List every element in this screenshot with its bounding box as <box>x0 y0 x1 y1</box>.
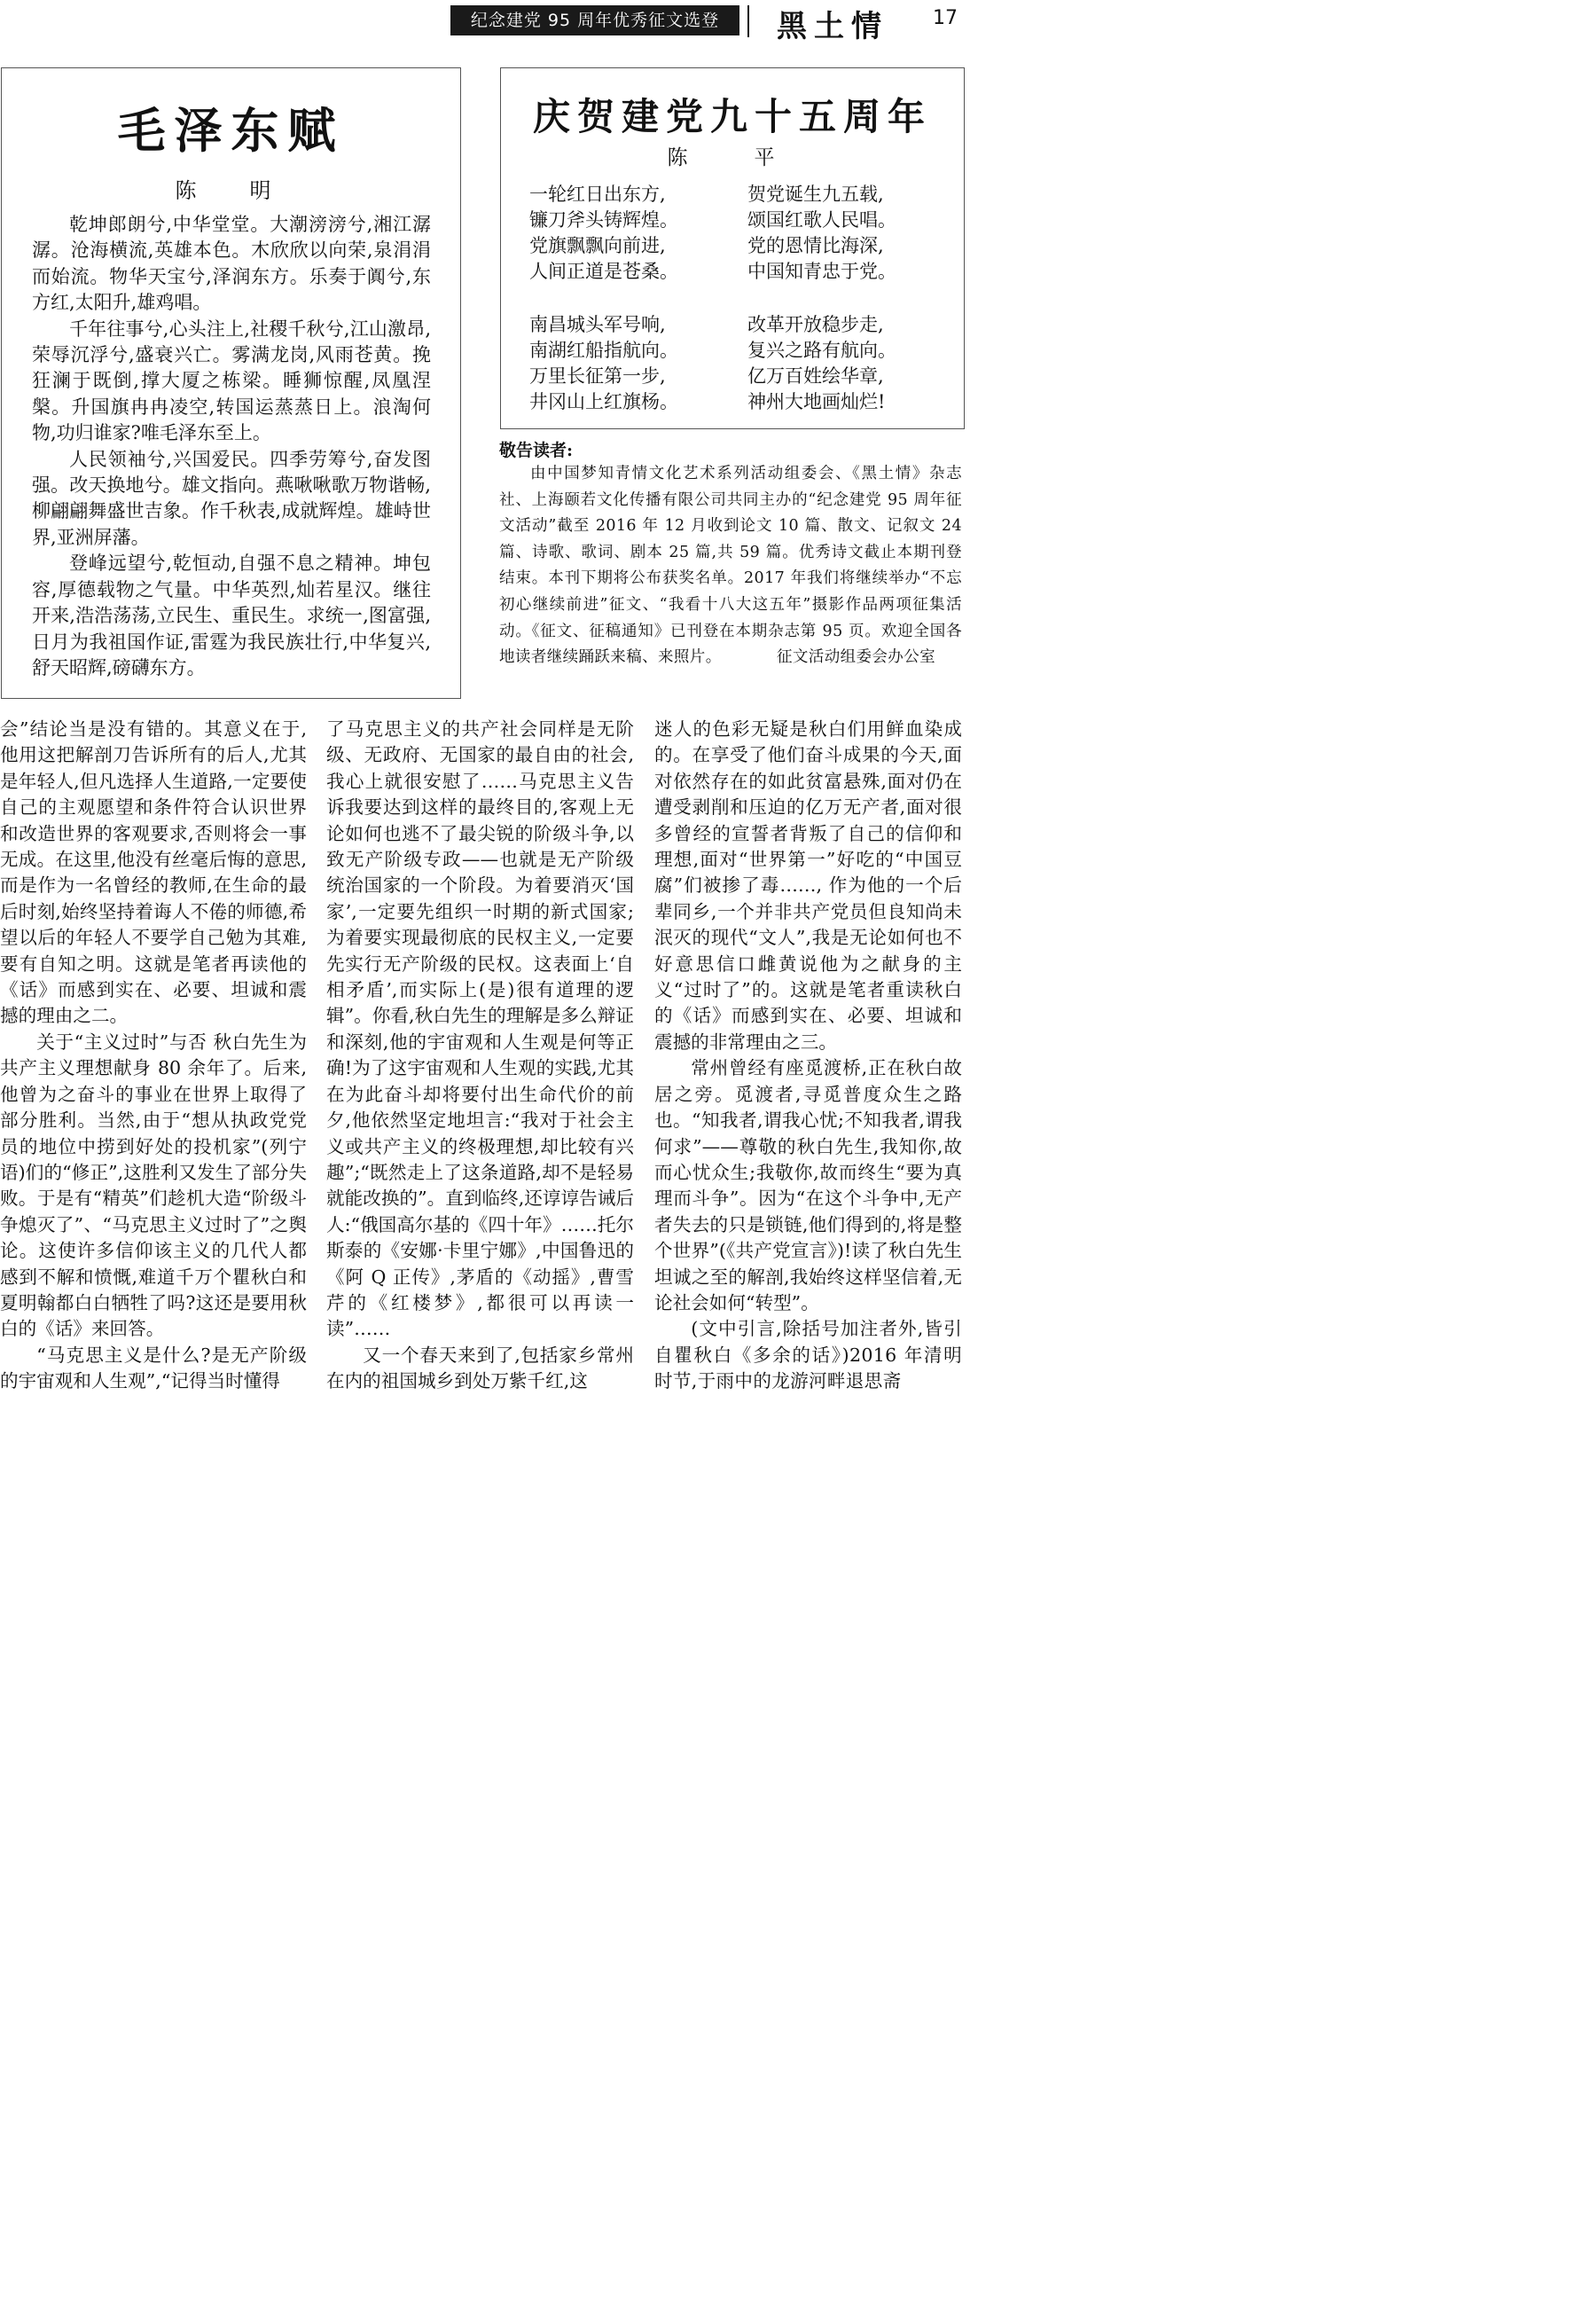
poem-box <box>500 67 965 429</box>
notice-text <box>499 461 962 671</box>
notice-signature: 征文活动组委会办公室 <box>777 648 935 667</box>
poem-line: 人间正道是苍桑。 <box>529 261 678 282</box>
poem-line: 镰刀斧头铸辉煌。 <box>529 209 678 231</box>
poem-stanza-1-left <box>529 182 678 285</box>
poem-line: 党的恩情比海深, <box>747 235 884 256</box>
article-column-2 <box>326 717 634 1391</box>
article-source-note: (文中引言,除括号加注者外,皆引自瞿秋白《多余的话》)2016 年清明时节,于雨中的龙游河畔退思斋 <box>654 1318 962 1391</box>
article-paragraph: “马克思主义是什么?是无产阶级的宇宙观和人生观”,“记得当时懂得 <box>0 1344 307 1391</box>
poem-line: 中国知青忠于党。 <box>747 261 896 282</box>
article-paragraph: 迷人的色彩无疑是秋白们用鲜血染成的。在享受了他们奋斗成果的今天,面对依然存在的如此贫富悬殊,面对仍在遭受剥削和压迫的亿万无产者,面对很多曾经的宣誓者背叛了自己的信仰和理想,面对“世界第一”好吃的“中国豆腐”们被掺了毒……, 作为他的一个后辈同乡,一个并非共产党员但良知尚未泯灭的现代“文人”,我是无论如何也不好意思信口雌黄说他为之献身的主义“过时了”的。这就是笔者重读秋白的《话》而感到实在、必要、坦诚和震撼的非常理由之三。 <box>654 718 962 1053</box>
poem-line: 颂国红歌人民唱。 <box>747 209 896 231</box>
magazine-title: 黑土情 <box>777 9 888 44</box>
article-column-1 <box>0 717 307 1391</box>
poem-line: 贺党诞生九五载, <box>747 184 884 205</box>
poem-stanza-2-right <box>747 312 896 415</box>
notice-text-content: 由中国梦知青情文化艺术系列活动组委会、《黑土情》杂志社、上海颐若文化传播有限公司共同主办的“纪念建党 95 周年征文活动”截至 2016 年 12 月收到论文 10 篇、散文、记叙文 24 篇、诗歌、歌词、剧本 25 篇,共 59 篇。优秀诗文截止本期刊登结束。本刊下期将公布获奖名单。2017 年我们将继续举办“不忘初心继续前进”征文、“我看十八大这五年”摄影作品两项征集活动。《征文、征稿通知》已刊登在本期杂志第 95 页。欢迎全国各地读者继续踊跃来稿、来照片。 <box>499 465 962 667</box>
article-paragraph: 常州曾经有座觅渡桥,正在秋白故居之旁。觅渡者,寻觅普度众生之路也。“知我者,谓我心忧;不知我者,谓我何求”——尊敬的秋白先生,我知你,故而心忧众生;我敬你,故而终生“要为真理而斗争”。因为“在这个斗争中,无产者失去的只是锁链,他们得到的,将是整个世界”(《共产党宣言》)!读了秋白先生坦诚之至的解剖,我始终这样坚信着,无论社会如何“转型”。 <box>654 1057 962 1313</box>
article-paragraph: 了马克思主义的共产社会同样是无阶级、无政府、无国家的最自由的社会,我心上就很安慰了……马克思主义告诉我要达到这样的最终目的,客观上无论如何也逃不了最尖锐的阶级斗争,以致无产阶级专政——也就是无产阶级统治国家的一个阶段。为着要消灭‘国家’,一定要先组织一时期的新式国家;为着要实现最彻底的民权主义,一定要先实行无产阶级的民权。这表面上‘自相矛盾’,而实际上(是)很有道理的逻辑”。你看,秋白先生的理解是多么辩证和深刻,他的宇宙观和人生观是何等正确!为了这宇宙观和人生观的实践,尤其在为此奋斗却将要付出生命代价的前夕,他依然坚定地坦言:“我对于社会主义或共产主义的终极理想,却比较有兴趣”;“既然走上了这条道路,却不是轻易就能改换的”。直到临终,还谆谆告诫后人:“俄国高尔基的《四十年》……托尔斯泰的《安娜·卡里宁娜》,中国鲁迅的《阿 Q 正传》,茅盾的《动摇》,曹雪芹的《红楼梦》,都很可以再读一读”…… <box>326 718 634 1340</box>
fu-title: 毛泽东赋 <box>117 102 345 159</box>
fu-author: 陈 明 <box>175 178 287 203</box>
fu-paragraph: 人民领袖兮,兴国爱民。四季劳筹兮,奋发图强。改天换地兮。雄文指向。燕啾啾歌万物谐畅,柳翩翩舞盛世吉象。作千秋表,成就辉煌。雄峙世界,亚洲屏藩。 <box>32 448 431 548</box>
article-column-3 <box>654 717 962 1391</box>
column-banner: 纪念建党 95 周年优秀征文选登 <box>450 5 739 35</box>
poem-title: 庆贺建党九十五周年 <box>532 95 932 138</box>
poem-stanza-1-right <box>747 182 896 285</box>
header-divider <box>747 5 749 37</box>
poem-line: 复兴之路有航向。 <box>747 340 896 361</box>
poem-line: 一轮红日出东方, <box>529 184 666 205</box>
article-paragraph: 会”结论当是没有错的。其意义在于,他用这把解剖刀告诉所有的后人,尤其是年轻人,但凡选择人生道路,一定要使自己的主观愿望和条件符合认识世界和改造世界的客观要求,否则将会一事无成。在这里,他没有丝毫后悔的意思,而是作为一名曾经的教师,在生命的最后时刻,始终坚持着诲人不倦的师德,希望以后的年轻人不要学自己勉为其难,要有自知之明。这就是笔者再读他的《话》而感到实在、必要、坦诚和震撼的理由之二。 <box>0 718 307 1027</box>
notice-title: 敬告读者: <box>499 441 574 460</box>
page-number: 17 <box>933 7 958 29</box>
notice-body <box>499 461 962 671</box>
article-paragraph: 关于“主义过时”与否 秋白先生为共产主义理想献身 80 余年了。后来,他曾为之奋斗的事业在世界上取得了部分胜利。当然,由于“想从执政党党员的地位中捞到好处的投机家”(列宁语)们的“修正”,这胜利又发生了部分失败。于是有“精英”们趁机大造“阶级斗争熄灭了”、“马克思主义过时了”之舆论。这使许多信仰该主义的几代人都感到不解和愤慨,难道千万个瞿秋白和夏明翰都白白牺牲了吗?这还是要用秋白的《话》来回答。 <box>0 1031 307 1340</box>
fu-body <box>32 212 431 681</box>
poem-line: 南昌城头军号响, <box>529 314 666 335</box>
fu-paragraph: 登峰远望兮,乾恒动,自强不息之精神。坤包容,厚德载物之气量。中华英烈,灿若星汉。继往开来,浩浩荡荡,立民生、重民生。求统一,图富强,日月为我祖国作证,雷霆为我民族壮行,中华复兴,舒天昭辉,磅礴东方。 <box>32 553 431 678</box>
poem-author: 陈 平 <box>667 146 798 169</box>
poem-line: 亿万百姓绘华章, <box>747 365 884 387</box>
fu-paragraph: 千年往事兮,心头注上,社稷千秋兮,江山激昂,荣辱沉浮兮,盛衰兴亡。雾满龙岗,风雨苍黄。挽狂澜于既倒,撑大厦之栋梁。睡狮惊醒,凤凰涅槃。升国旗冉冉凌空,转国运蒸蒸日上。浪淘何物,功归谁家?唯毛泽东至上。 <box>32 318 431 444</box>
poem-line: 南湖红船指航向。 <box>529 340 678 361</box>
poem-stanza-2-left <box>529 312 678 415</box>
poem-line: 井冈山上红旗杨。 <box>529 391 678 412</box>
poem-line: 党旗飘飘向前进, <box>529 235 666 256</box>
poem-line: 改革开放稳步走, <box>747 314 884 335</box>
fu-box <box>1 67 461 699</box>
article-paragraph: 又一个春天来到了,包括家乡常州在内的祖国城乡到处万紫千红,这 <box>326 1344 634 1391</box>
poem-line: 神州大地画灿烂! <box>747 391 886 412</box>
poem-line: 万里长征第一步, <box>529 365 666 387</box>
fu-paragraph: 乾坤郎朗兮,中华堂堂。大潮滂滂兮,湘江潺潺。沧海横流,英雄本色。木欣欣以向荣,泉涓涓而始流。物华天宝兮,泽润东方。乐奏于阗兮,东方红,太阳升,雄鸡唱。 <box>32 214 431 314</box>
